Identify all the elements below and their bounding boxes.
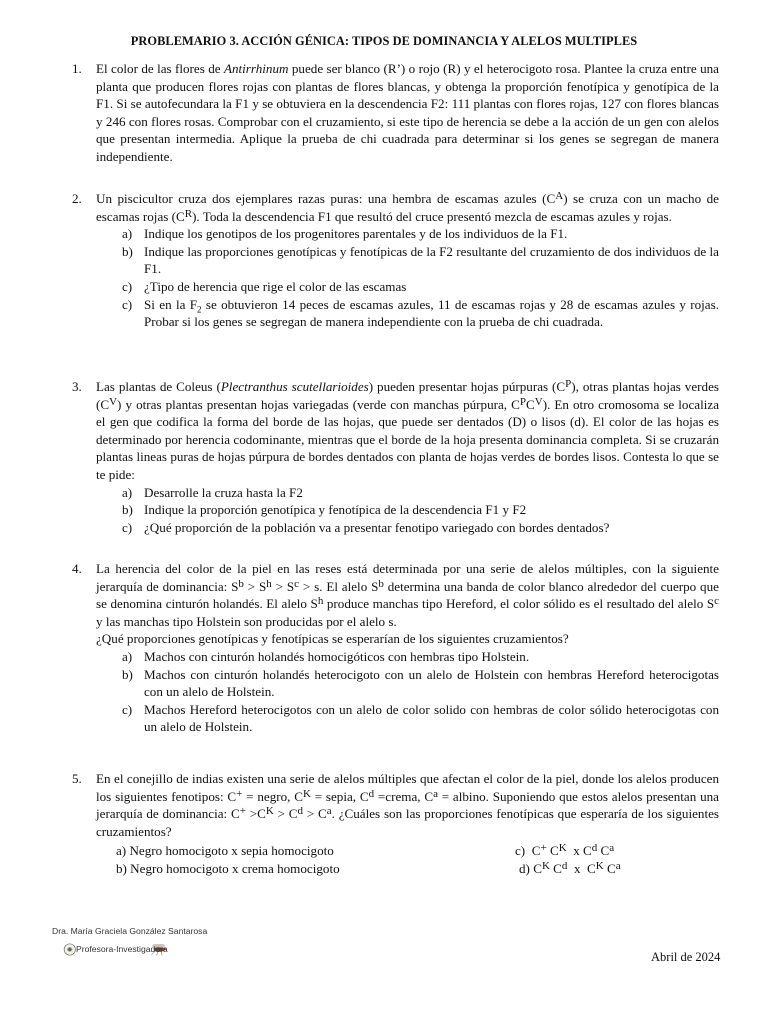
list-item: a) Negro homocigoto x sepia homocigoto c) C+ $C^K$ x $C^d$ $C^a$ xyxy=(116,842,615,859)
list-item: b) Indique las proporciones genotípicas y fenotípicas de la F2 resultante del cruzamiento de dos individuos de la F1. xyxy=(122,243,719,277)
author-role: Profesora-Investigadora xyxy=(76,944,168,954)
crosses-list xyxy=(116,842,719,877)
problem-number: 4. xyxy=(72,561,82,576)
species-name: Antirrhinum xyxy=(223,61,289,76)
problem-1: 1. El color de las flores de Antirrhinum puede ser blanco (R’) o rojo (R) y el heterocigoto rosa. Plantee la cruza entre una planta que producen flores rojas con plantas de flores blancas, y obtenga la proporción fenotípica y genotípica de la F1. Si se autofecundara la F1 y se obtuviera en la descendencia F2: 111 plantas con flores rojas, 127 con flores blancas y 246 con flores rosas. Comprobar con el cruzamiento, si este tipo de herencia se debe a la acción de un gen con alelos que presentan intermedia. Aplique la prueba de chi cuadrada para determinar si los genes se segregan de manera independiente. xyxy=(72,61,719,164)
list-item: b) Negro homocigoto x crema homocigoto d) $C^K$ $C^d$ x $C^K$ $C^a$ xyxy=(116,859,621,876)
list-item: a) Machos con cinturón holandés homocigóticos con hembras tipo Holstein. xyxy=(122,648,530,664)
species-name: Plectranthus scutellarioides xyxy=(220,379,369,394)
problem-number: 3. xyxy=(72,379,82,394)
problem-number: 5. xyxy=(72,771,82,786)
list-item: c) ¿Qué proporción de la población va a presentar fenotipo variegado con bordes dentados? xyxy=(122,519,610,535)
problem-3: 3. Las plantas de Coleus (Plectranthus scutellarioides) pueden presentar hojas púrpuras $(C^P)$, otras plantas hojas verdes $(C^V)$ y otras plantas presentan hojas variegadas (verde con manchas púrpura, $C^PC^V$). En otro cromosoma se localiza el gen que codifica la forma del borde de las hojas, que puede ser dentados (D) o lisos (d). El color de las hojas es determinado por herencia codominante, mientras que el borde de la hoja presenta dominancia completa. Si se cruzarán plantas lineas puras de hojas púrpura de bordes dentados con planta de hojas verdes de bordes lisos. Contesta lo que se te pide: a) Desarrolle la cruza hasta la F2 b) Indique la proporción genotípica y fenotípica de la descendencia F1 y F2 c) ¿Qué proporción de la población va a presentar fenotipo variegado con bordes dentados? xyxy=(72,378,720,535)
document-date: Abril de 2024 xyxy=(651,950,721,964)
list-item: b) Indique la proporción genotípica y fenotípica de la descendencia F1 y F2 xyxy=(122,502,527,518)
list-item: a) Indique los genotipos de los progenitores parentales y de los individuos de la F1. xyxy=(122,226,568,242)
page-title: PROBLEMARIO 3. ACCIÓN GÉNICA: TIPOS DE DOMINANCIA Y ALELOS MULTIPLES xyxy=(130,34,638,48)
seal-icon xyxy=(64,944,75,955)
list-item: c) Machos Hereford heterocigotos con un alelo de color solido con hembras de color sólido heterocigotas con un alelo de Holstein. xyxy=(122,701,719,735)
list-item: b) Machos con cinturón holandés heterocigoto con un alelo de Holstein con hembras Hereford heterocigotas con un alelo de Holstein. xyxy=(122,666,719,700)
problem-4: 4. La herencia del color de la piel en las reses está determinada por una serie de alelos múltiples, con la siguiente jerarquía de dominancia: $S^b > S^h > S^c > s$. El alelo $S^b$ determina una banda de color blanco alrededor del cuerpo que se denomina cinturón holandés. El alelo $S^h$ produce manchas tipo Hereford, el color sólido es el resultado del alelo $S^c$ y las manchas tipo Holstein son producidas por el alelo s. ¿Qué proporciones genotípicas y fenotípicas se esperarían de los siguientes cruzamientos? a) Machos con cinturón holandés homocigóticos con hembras tipo Holstein. b) Machos con cinturón holandés heterocigoto con un alelo de Holstein con hembras Hereford heterocigotas con un alelo de Holstein. c) Machos Hereford heterocigotos con un alelo de color solido con hembras de color sólido heterocigotas con un alelo de Holstein. xyxy=(72,561,719,735)
list-item: c) Si en la $F_2$ se obtuvieron 14 peces de escamas azules, 11 de escamas rojas y 28 de escamas azules y rojas. Probar si los genes se segregan de manera independiente con la prueba de chi cuadrada. xyxy=(122,296,719,330)
problem-number: 2. xyxy=(72,191,82,206)
question-text: ¿Qué proporciones genotípicas y fenotípicas se esperarían de los siguientes cruzamientos? xyxy=(96,631,569,647)
problem-2: 2. Un piscicultor cruza dos ejemplares razas puras: una hembra de escamas azules $(C^A)$ se cruza con un macho de escamas rojas $(C^R)$. Toda la descendencia F1 que resultó del cruce presentó mezcla de escamas azules y rojas. a) Indique los genotipos de los progenitores parentales y de los individuos de la F1. b) Indique las proporciones genotípicas y fenotípicas de la F2 resultante del cruzamiento de dos individuos de la F1. c) ¿Tipo de herencia que rige el color de las escamas c) Si en la $F_2$ se obtuvieron 14 peces de escamas azules, 11 de escamas rojas y 28 de escamas azules y rojas. Probar si los genes se segregan de manera independiente con la prueba de chi cuadrada. xyxy=(72,190,719,330)
problem-number: 1. xyxy=(72,61,82,76)
problem-5: 5. En el conejillo de indias existen una serie de alelos múltiples que afectan el color de la piel, donde los alelos producen los siguientes fenotipos: C+ = negro, $C^K$ = sepia, $C^d$ =crema, $C^a$ = albino. Suponiendo que estos alelos presentan una jerarquía de dominancia: $C^+ >C^K > C^d > C^a$. ¿Cuáles son las proporciones fenotípicas que esperaría de los siguientes cruzamientos? a) Negro homocigoto x sepia homocigoto c) C+ $C^K$ x $C^d$ $C^a$ b) Negro homocigoto x crema homocigoto d) $C^K$ $C^d$ x $C^K$ $C^a$ xyxy=(72,771,719,876)
list-item: c) ¿Tipo de herencia que rige el color de las escamas xyxy=(122,278,407,294)
author-name: Dra. María Graciela González Santarosa xyxy=(52,926,208,936)
list-item: a) Desarrolle la cruza hasta la F2 xyxy=(122,484,303,500)
